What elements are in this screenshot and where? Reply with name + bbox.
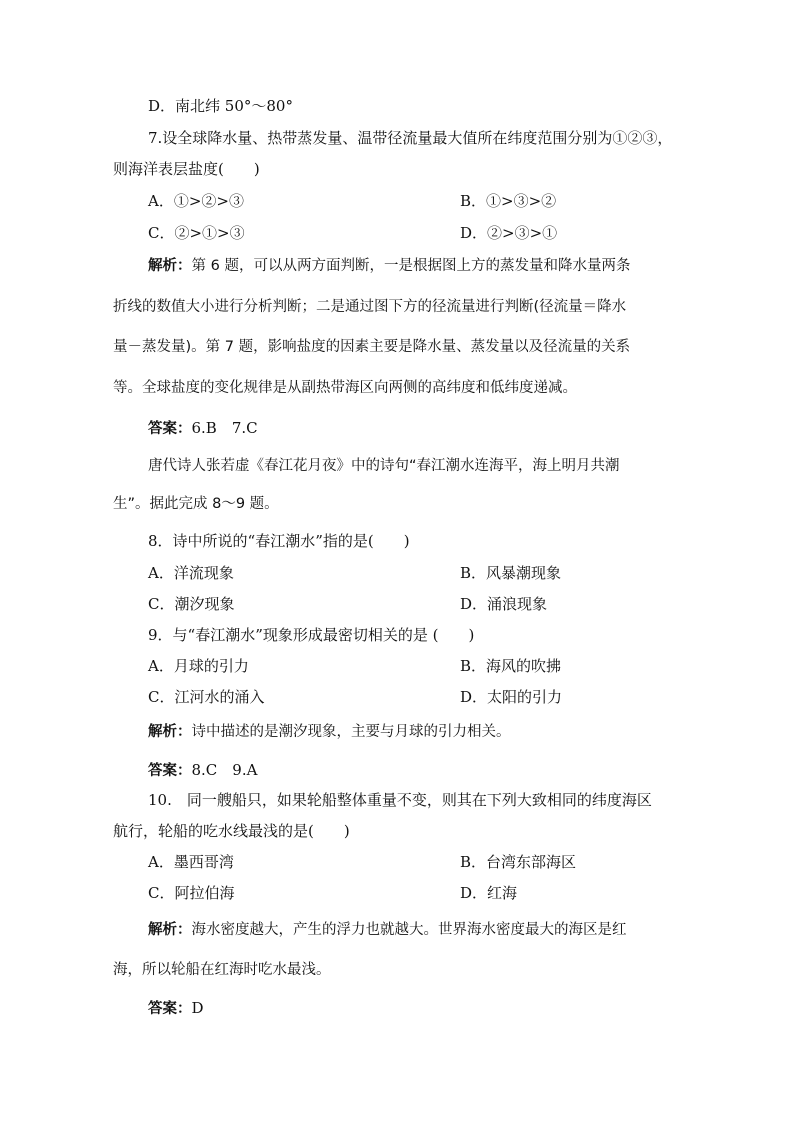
q9-option-d: D．太阳的引力	[460, 688, 563, 706]
analysis-text: 第 6 题，可以从两方面判断，一是根据图上方的蒸发量和降水量两条	[191, 258, 631, 274]
q8-option-a: A．洋流现象	[148, 564, 234, 582]
q10-stem-line1: 10. 同一艘船只，如果轮船整体重量不变，则其在下列大致相同的纬度海区	[148, 791, 652, 809]
q9-option-b: B．海风的吹拂	[460, 657, 562, 675]
analysis-67-line2: 折线的数值大小进行分析判断；二是通过图下方的径流量进行判断(径流量＝降水	[113, 299, 627, 315]
q10-option-a: A．墨西哥湾	[148, 853, 234, 871]
q8-option-c: C．潮汐现象	[148, 595, 235, 613]
q7-option-a: A．①>②>③	[148, 192, 244, 210]
analysis-label: 解析：	[148, 922, 192, 938]
answer-label: 答案：	[148, 763, 192, 779]
intro-89-line1: 唐代诗人张若虚《春江花月夜》中的诗句“春江潮水连海平，海上明月共潮	[148, 458, 620, 474]
answer-67	[148, 418, 728, 439]
q10-option-b: B．台湾东部海区	[460, 853, 577, 871]
analysis-67-line3: 量－蒸发量)。第 7 题，影响盐度的因素主要是降水量、蒸发量以及径流量的关系	[113, 339, 631, 355]
q7-stem-line1: 7.设全球降水量、热带蒸发量、温带径流量最大值所在纬度范围分别为①②③，	[148, 129, 673, 147]
analysis-text: 诗中描述的是潮汐现象，主要与月球的引力相关。	[191, 724, 511, 740]
analysis-10-line1	[148, 920, 728, 940]
q7-option-d: D．②>③>①	[460, 224, 558, 242]
analysis-67-line1	[148, 256, 728, 276]
analysis-67-line4: 等。全球盐度的变化规律是从副热带海区向两侧的高纬度和低纬度递减。	[113, 380, 577, 396]
analysis-10-line2: 海，所以轮船在红海时吃水最浅。	[113, 962, 331, 978]
answer-label: 答案：	[148, 421, 192, 437]
answer-value: D	[191, 999, 204, 1017]
q7-stem-line2: 则海洋表层盐度( )	[113, 160, 260, 178]
q8-stem: 8．诗中所说的“春江潮水”指的是( )	[148, 532, 410, 550]
analysis-label: 解析：	[148, 724, 192, 740]
answer-value: 6.B 7.C	[191, 419, 258, 437]
q10-stem-line2: 航行，轮船的吃水线最浅的是( )	[113, 822, 350, 840]
q6-option-d: D．南北纬 50°～80°	[148, 97, 293, 115]
q7-option-b: B．①>③>②	[460, 192, 557, 210]
q8-option-d: D．涌浪现象	[460, 595, 548, 613]
q9-option-a: A．月球的引力	[148, 657, 249, 675]
answer-label: 答案：	[148, 1001, 192, 1017]
answer-10	[148, 998, 728, 1019]
q10-option-d: D．红海	[460, 884, 518, 902]
answer-value: 8.C 9.A	[191, 761, 258, 779]
analysis-text: 海水密度越大，产生的浮力也就越大。世界海水密度最大的海区是红	[191, 922, 627, 938]
analysis-label: 解析：	[148, 258, 192, 274]
q8-option-b: B．风暴潮现象	[460, 564, 562, 582]
q10-option-c: C．阿拉伯海	[148, 884, 235, 902]
q9-option-c: C．江河水的涌入	[148, 688, 265, 706]
analysis-89	[148, 722, 728, 742]
q9-stem: 9．与“春江潮水”现象形成最密切相关的是 ( )	[148, 626, 475, 644]
q7-option-c: C．②>①>③	[148, 224, 245, 242]
intro-89-line2: 生”。据此完成 8～9 题。	[113, 496, 279, 512]
answer-89	[148, 760, 728, 781]
